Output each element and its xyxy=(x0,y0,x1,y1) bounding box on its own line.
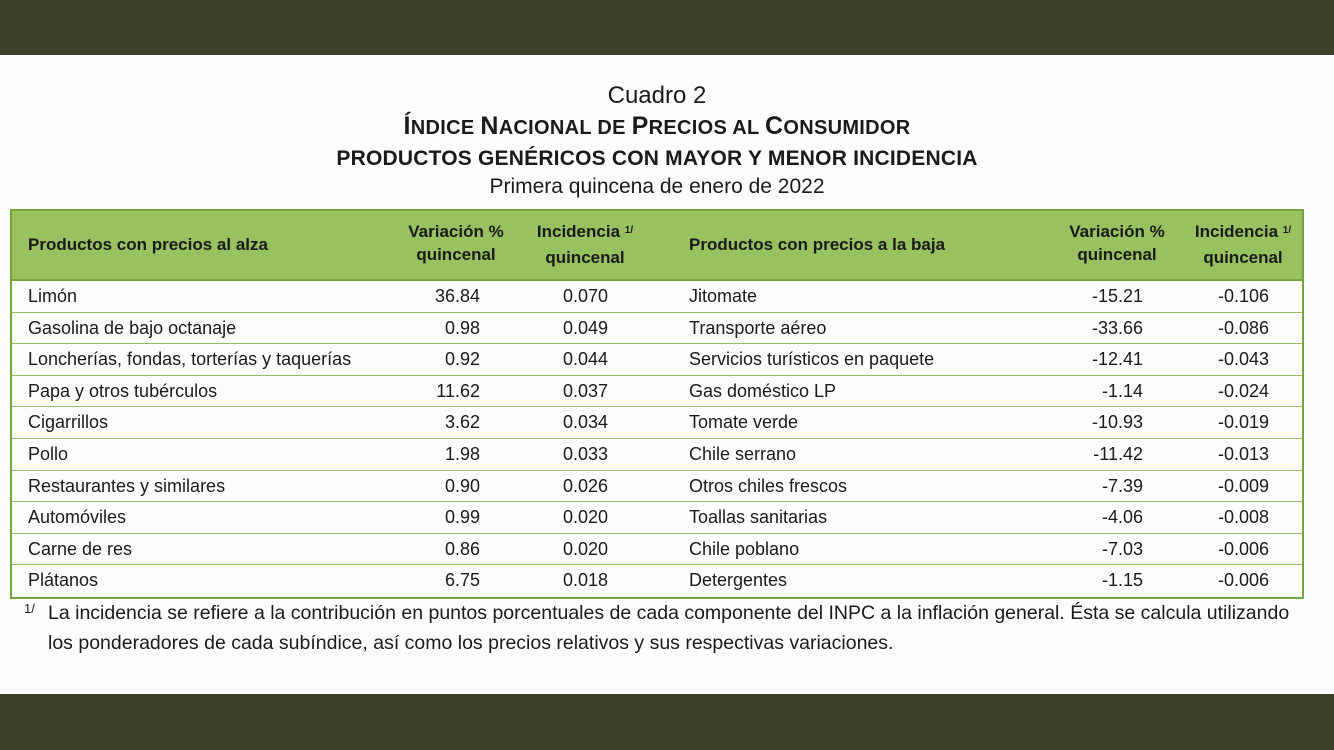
up-variation: 0.92 xyxy=(444,349,480,370)
up-product: Restaurantes y similares xyxy=(28,475,226,496)
down-incidence: -0.008 xyxy=(1217,507,1269,528)
up-product: Cigarrillos xyxy=(28,412,109,433)
table-header xyxy=(12,211,1302,281)
footnote xyxy=(24,598,1304,658)
up-variation: 0.90 xyxy=(444,475,480,496)
footnote-mark: 1/ xyxy=(24,601,35,616)
top-dark-band xyxy=(0,0,1334,55)
down-incidence: -0.024 xyxy=(1217,380,1269,401)
table-row xyxy=(12,376,1302,408)
table-row xyxy=(12,439,1302,471)
subtitle: PRODUCTOS GENÉRICOS CON MAYOR Y MENOR INCIDENCIA xyxy=(336,147,978,170)
table-row xyxy=(12,313,1302,345)
down-incidence: -0.043 xyxy=(1217,349,1269,370)
table-row xyxy=(12,281,1302,313)
down-variation: -1.14 xyxy=(1101,380,1143,401)
up-variation: 11.62 xyxy=(436,380,480,401)
up-product: Automóviles xyxy=(28,507,127,528)
down-product: Servicios turísticos en paquete xyxy=(689,349,935,370)
down-product: Gas doméstico LP xyxy=(689,380,837,401)
table-row xyxy=(12,565,1302,597)
up-product: Papa y otros tubérculos xyxy=(28,380,218,401)
table-body xyxy=(12,281,1302,597)
up-product: Plátanos xyxy=(28,570,99,591)
header-up-variation: Variación % quincenal xyxy=(408,222,504,264)
up-product: Gasolina de bajo octanaje xyxy=(28,317,237,338)
up-variation: 3.62 xyxy=(444,412,480,433)
down-incidence: -0.106 xyxy=(1217,286,1269,306)
down-product: Detergentes xyxy=(689,570,788,591)
up-variation: 0.99 xyxy=(444,507,480,528)
up-variation: 0.86 xyxy=(444,538,480,559)
down-incidence: -0.013 xyxy=(1217,443,1269,464)
footnote-text: La incidencia se refiere a la contribución en puntos porcentuales de cada componente del INPC a la inflación general. Ésta se calcula utilizando los ponderadores de cada subíndice, así como los precios relativos y sus respectivas variaciones. xyxy=(48,602,1290,654)
up-variation: 1.98 xyxy=(444,443,480,464)
down-variation: -11.42 xyxy=(1093,443,1143,464)
period-label: Primera quincena de enero de 2022 xyxy=(489,175,825,198)
header-down-products: Productos con precios a la baja xyxy=(689,235,946,254)
down-variation: -15.21 xyxy=(1091,286,1143,306)
table-row xyxy=(12,502,1302,534)
up-product: Carne de res xyxy=(28,538,133,559)
up-incidence: 0.026 xyxy=(562,475,608,496)
down-product: Chile poblano xyxy=(689,538,800,559)
down-product: Tomate verde xyxy=(689,412,799,433)
down-variation: -10.93 xyxy=(1091,412,1143,433)
down-variation: -7.03 xyxy=(1101,538,1143,559)
down-incidence: -0.009 xyxy=(1217,475,1269,496)
up-incidence: 0.033 xyxy=(562,443,608,464)
up-product: Pollo xyxy=(28,443,69,464)
up-incidence: 0.037 xyxy=(562,380,608,401)
table-row xyxy=(12,471,1302,503)
down-incidence: -0.086 xyxy=(1217,317,1269,338)
up-incidence: 0.018 xyxy=(562,570,608,591)
down-product: Toallas sanitarias xyxy=(689,507,828,528)
incidence-table xyxy=(10,209,1304,599)
bottom-dark-band xyxy=(0,694,1334,750)
header-down-variation: Variación % quincenal xyxy=(1069,222,1165,264)
table-row xyxy=(12,534,1302,566)
up-variation: 0.98 xyxy=(444,317,480,338)
down-variation: -12.41 xyxy=(1091,349,1143,370)
up-incidence: 0.020 xyxy=(562,507,608,528)
down-variation: -33.66 xyxy=(1091,317,1143,338)
main-title: ÍNDICE NACIONAL DE PRECIOS AL CONSUMIDOR xyxy=(403,112,911,140)
header-up-products: Productos con precios al alza xyxy=(28,235,268,254)
down-incidence: -0.006 xyxy=(1217,538,1269,559)
header-down-incidence: Incidencia $^{1/}$ quincenal xyxy=(1194,222,1292,267)
header-up-incidence: Incidencia $^{1/}$ quincenal xyxy=(536,222,634,267)
up-variation: 36.84 xyxy=(434,286,480,306)
up-product: Limón xyxy=(28,286,78,306)
table-row xyxy=(12,344,1302,376)
down-product: Chile serrano xyxy=(689,443,797,464)
down-product: Transporte aéreo xyxy=(689,317,827,338)
down-variation: -4.06 xyxy=(1101,507,1143,528)
down-incidence: -0.006 xyxy=(1217,570,1269,591)
down-product: Jitomate xyxy=(689,286,758,306)
table-row xyxy=(12,407,1302,439)
up-variation: 6.75 xyxy=(444,570,480,591)
down-incidence: -0.019 xyxy=(1217,412,1269,433)
up-incidence: 0.049 xyxy=(562,317,608,338)
up-incidence: 0.020 xyxy=(562,538,608,559)
up-incidence: 0.070 xyxy=(562,286,608,306)
cuadro-label: Cuadro 2 xyxy=(607,82,707,109)
up-product: Loncherías, fondas, torterías y taquerías xyxy=(28,349,352,370)
down-variation: -1.15 xyxy=(1101,570,1143,591)
up-incidence: 0.034 xyxy=(562,412,608,433)
down-product: Otros chiles frescos xyxy=(689,475,848,496)
down-variation: -7.39 xyxy=(1101,475,1143,496)
up-incidence: 0.044 xyxy=(562,349,608,370)
table-titles xyxy=(0,82,1314,200)
